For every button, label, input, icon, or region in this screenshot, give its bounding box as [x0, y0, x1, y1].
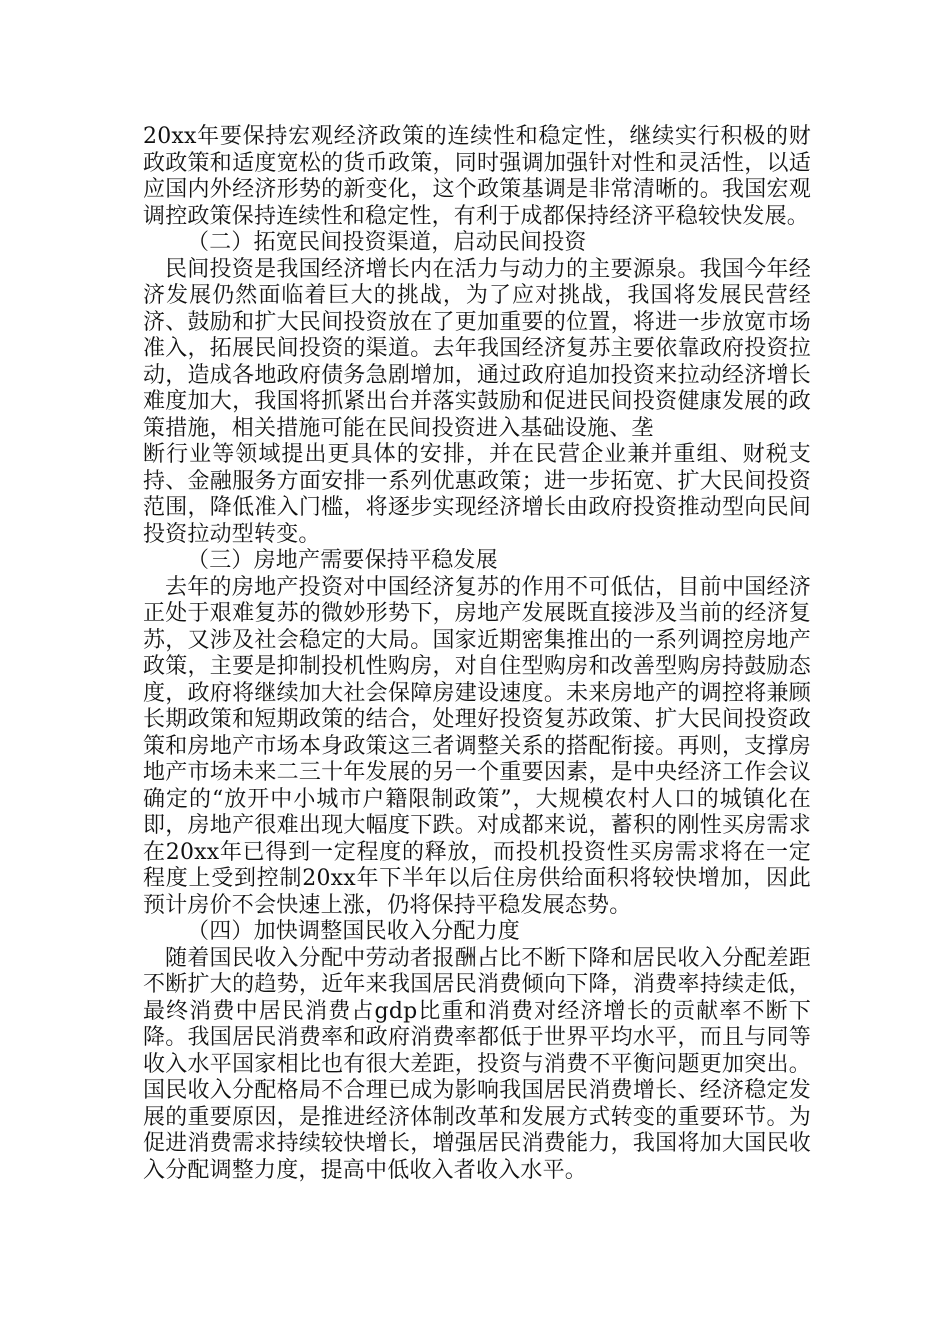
- paragraph-private-investment-continued: 断行业等领域提出更具体的安排，并在民营企业兼并重组、财税支持、金融服务方面安排一系列优惠政策；进一步拓宽、扩大民间投资范围，降低准入门槛，将逐步实现经济增长由政府投资推动型向民间投资拉动型转变。: [143, 442, 811, 547]
- paragraph-macro-policy: 20xx年要保持宏观经济政策的连续性和稳定性，继续实行积极的财政政策和适度宽松的货币政策，同时强调加强针对性和灵活性，以适应国内外经济形势的新变化，这个政策基调是非常清晰的。我国宏观调控政策保持连续性和稳定性，有利于成都保持经济平稳较快发展。: [143, 124, 811, 229]
- section-heading-income-distribution: （四）加快调整国民收入分配力度: [187, 919, 521, 944]
- document-body: [143, 124, 811, 1184]
- paragraph-private-investment: 民间投资是我国经济增长内在活力与动力的主要源泉。我国今年经济发展仍然面临着巨大的挑战，为了应对挑战，我国将发展民营经济、鼓励和扩大民间投资放在了更加重要的位置，将进一步放宽市场准入，拓展民间投资的渠道。去年我国经济复苏主要依靠政府投资拉动，造成各地政府债务急剧增加，通过政府追加投资来拉动经济增长难度加大，我国将抓紧出台并落实鼓励和促进民间投资健康发展的政策措施，相关措施可能在民间投资进入基础设施、垄: [143, 256, 811, 441]
- paragraph-real-estate: 去年的房地产投资对中国经济复苏的作用不可低估，目前中国经济正处于艰难复苏的微妙形势下，房地产发展既直接涉及当前的经济复苏，又涉及社会稳定的大局。国家近期密集推出的一系列调控房地产政策，主要是抑制投机性购房，对自住型购房和改善型购房持鼓励态度，政府将继续加大社会保障房建设速度。未来房地产的调控将兼顾长期政策和短期政策的结合，处理好投资复苏政策、扩大民间投资政策和房地产市场本身政策这三者调整关系的搭配衔接。再则，支撑房地产市场未来二三十年发展的另一个重要因素，是中央经济工作会议确定的“放开中小城市户籍限制政策”，大规模农村人口的城镇化在即，房地产很难出现大幅度下跌。对成都来说，蓄积的刚性买房需求在20xx年已得到一定程度的释放，而投机投资性买房需求将在一定程度上受到控制20xx年下半年以后住房供给面积将较快增加，因此预计房价不会快速上涨，仍将保持平稳发展态势。: [143, 574, 811, 918]
- paragraph-income-distribution: 随着国民收入分配中劳动者报酬占比不断下降和居民收入分配差距不断扩大的趋势，近年来我国居民消费倾向下降，消费率持续走低，最终消费中居民消费占gdp比重和消费对经济增长的贡献率不断下降。我国居民消费率和政府消费率都低于世界平均水平，而且与同等收入水平国家相比也有很大差距，投资与消费不平衡问题更加突出。国民收入分配格局不合理已成为影响我国居民消费增长、经济稳定发展的重要原因，是推进经济体制改革和发展方式转变的重要环节。为促进消费需求持续较快增长，增强居民消费能力，我国将加大国民收入分配调整力度，提高中低收入者收入水平。: [143, 945, 811, 1183]
- section-heading-real-estate: （三）房地产需要保持平稳发展: [187, 548, 498, 573]
- section-heading-private-investment: （二）拓宽民间投资渠道，启动民间投资: [187, 230, 587, 255]
